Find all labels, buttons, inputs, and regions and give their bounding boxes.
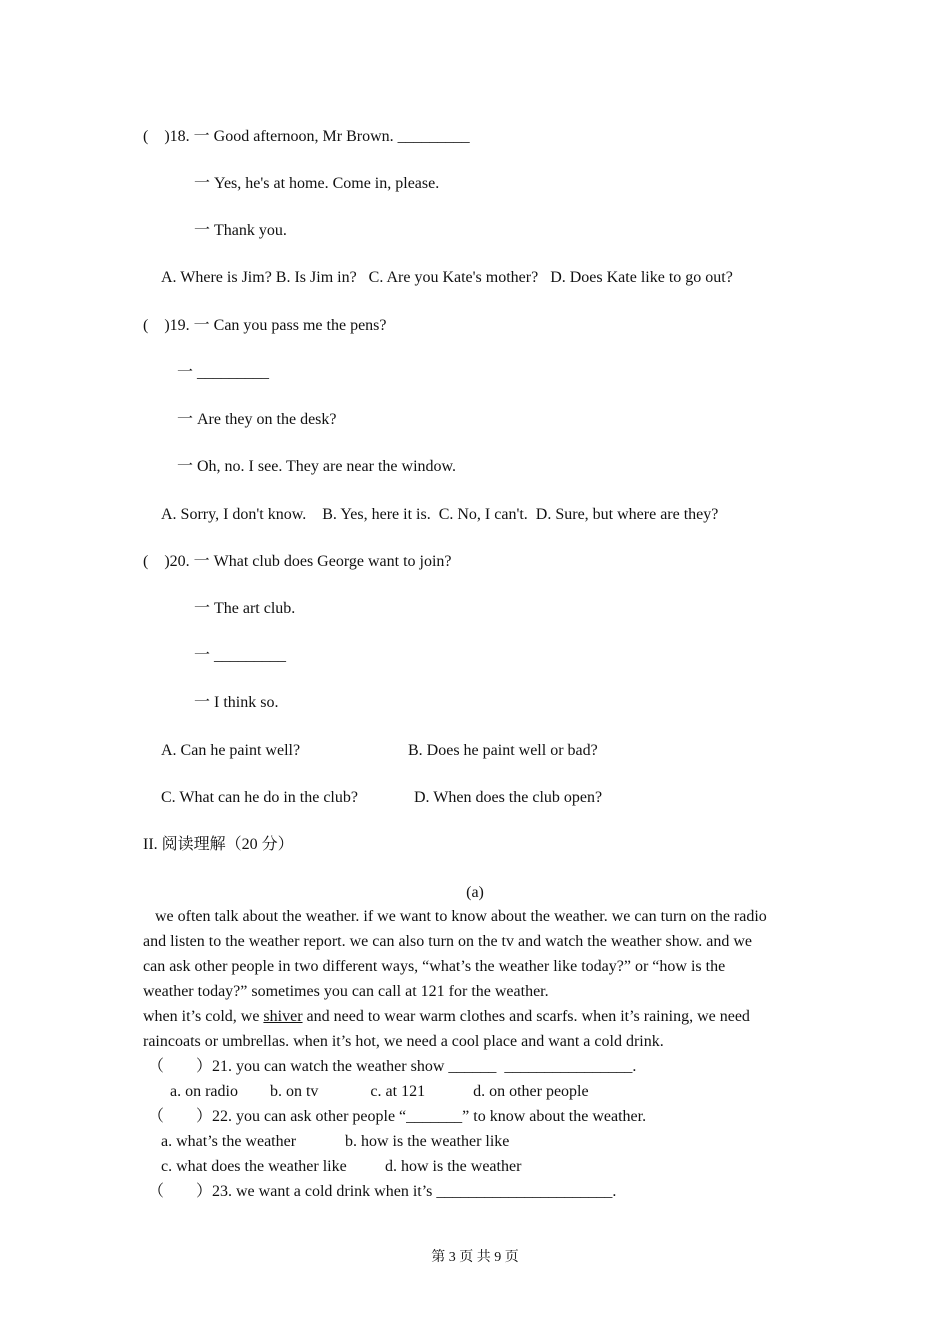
q20-dialogue-3: 一 I think so. <box>194 694 279 711</box>
passage-line-4: weather today?” sometimes you can call at 121 for the weather. <box>143 983 549 1000</box>
q18-dialogue-1: 一 Yes, he's at home. Come in, please. <box>194 175 440 192</box>
q18-options: A. Where is Jim? B. Is Jim in? C. Are you Kate's mother? D. Does Kate like to go out? <box>161 269 733 286</box>
q20-option-a: A. Can he paint well? <box>161 742 301 759</box>
q22-option-b: b. how is the weather like <box>345 1133 510 1150</box>
q22-option-d: d. how is the weather <box>385 1158 522 1175</box>
q20-option-b: B. Does he paint well or bad? <box>408 742 598 759</box>
section-heading: II. 阅读理解（20 分） <box>143 836 294 853</box>
page-footer: 第 3 页 共 9 页 <box>431 1250 519 1265</box>
passage-line-2: and listen to the weather report. we can also turn on the tv and watch the weather show. and we <box>143 933 752 950</box>
passage-line-1: we often talk about the weather. if we want to know about the weather. we can turn on the radio <box>143 908 767 925</box>
q20-stem: ( )20. 一 What club does George want to join? <box>143 553 452 570</box>
passage-line-5 <box>143 1007 750 1027</box>
q21-stem: （ ）21. you can watch the weather show ______ ________________. <box>148 1058 637 1075</box>
q19-stem: ( )19. 一 Can you pass me the pens? <box>143 317 387 334</box>
q22-option-c: c. what does the weather like <box>161 1158 347 1175</box>
q22-option-a: a. what’s the weather <box>161 1133 297 1150</box>
q20-option-d: D. When does the club open? <box>414 789 603 806</box>
q19-dialogue-3: 一 Oh, no. I see. They are near the window. <box>177 458 457 475</box>
underlined-word: shiver <box>263 1008 303 1025</box>
q20-option-c: C. What can he do in the club? <box>161 789 358 806</box>
q23-stem: （ ）23. we want a cold drink when it’s ______________________. <box>148 1183 617 1200</box>
q19-options: A. Sorry, I don't know. B. Yes, here it is. C. No, I can't. D. Sure, but where are they? <box>161 506 719 523</box>
passage-line-3: can ask other people in two different ways, “what’s the weather like today?” or “how is the <box>143 958 726 975</box>
q20-dialogue-1: 一 The art club. <box>194 600 296 617</box>
q20-dialogue-2: 一 _________ <box>194 647 287 664</box>
q19-dialogue-1: 一 _________ <box>177 364 270 381</box>
q19-dialogue-2: 一 Are they on the desk? <box>177 411 337 428</box>
passage-line-6: raincoats or umbrellas. when it’s hot, we need a cool place and want a cold drink. <box>143 1033 664 1050</box>
passage-line-5-pre: when it’s cold, we <box>143 1008 264 1025</box>
passage-label: (a) <box>466 884 484 901</box>
q22-stem: （ ）22. you can ask other people “_______” to know about the weather. <box>148 1108 647 1125</box>
passage-line-5-post: and need to wear warm clothes and scarfs. when it’s raining, we need <box>302 1008 750 1025</box>
q18-dialogue-2: 一 Thank you. <box>194 222 287 239</box>
q21-options: a. on radio b. on tv c. at 121 d. on other people <box>170 1083 589 1100</box>
q18-stem: ( )18. 一 Good afternoon, Mr Brown. _________ <box>143 128 470 145</box>
